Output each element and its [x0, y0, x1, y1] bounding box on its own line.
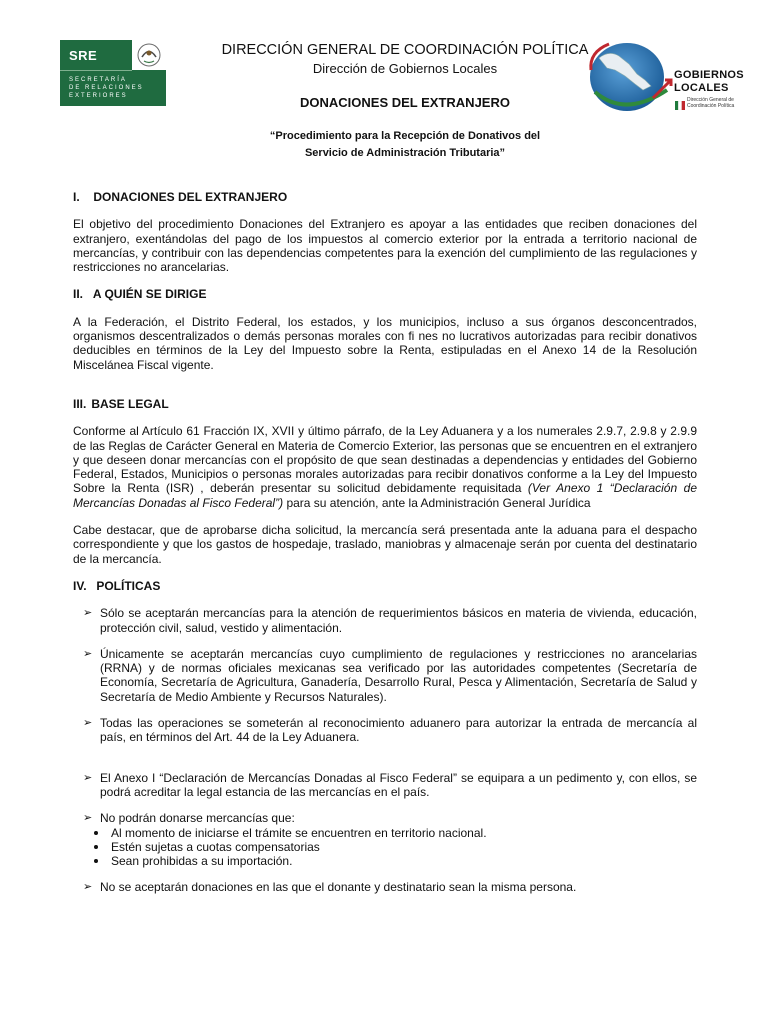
sub-item-text: Sean prohibidas a su importación. — [111, 854, 293, 869]
bullet-dot-icon — [94, 845, 98, 849]
sre-logo-lines — [69, 76, 144, 100]
mexico-flag-icon — [675, 97, 685, 106]
sre-logo-rule — [60, 70, 132, 71]
bullet-dot-icon — [94, 859, 98, 863]
section-heading-2 — [73, 287, 697, 301]
bullet-dot-icon — [94, 831, 98, 835]
sre-logo-line: SECRETARÍA — [69, 77, 127, 83]
sub-item-text: Al momento de iniciarse el trámite se encuentren en territorio nacional. — [111, 825, 487, 840]
section-number: IV. — [73, 578, 87, 593]
procedure-name-line2: Servicio de Administración Tributaria” — [304, 147, 506, 159]
policy-text: No se aceptarán donaciones en las que el donante y destinatario sean la misma persona. — [100, 880, 577, 895]
section-title: A QUIÉN SE DIRIGE — [92, 287, 207, 302]
sub-list-item — [92, 854, 697, 868]
policy-text: El Anexo I “Declaración de Mercancías Donadas al Fisco Federal” se equipara a un pedimento y, con ellos, se podrá acreditar la legal estancia de las mercancías en el país. — [100, 770, 697, 799]
section-paragraph: El objetivo del procedimiento Donaciones del Extranjero es apoyar a las entidades que reciben donaciones del extranjero, exentándolas del pago de los impuestos al comercio exterior por la entrada a territorio nacional de mercancías, y contribuir con las dependencias competentes para la exención del cumplimiento de las regulaciones y restricciones no arancelarias. — [73, 217, 697, 275]
section-title: BASE LEGAL — [91, 396, 169, 411]
header-subtitle: Dirección de Gobiernos Locales — [312, 61, 498, 76]
section-heading-3 — [73, 397, 697, 411]
section-number: I. — [73, 190, 80, 204]
gobiernos-locales-line2: LOCALES — [674, 82, 729, 94]
list-item — [73, 606, 697, 635]
policies-list — [73, 606, 697, 894]
document-body — [73, 190, 697, 895]
section-heading-1 — [73, 190, 697, 204]
legal-basis-text: Conforme al Artículo 61 Fracción IX, XVII y último párrafo, de la Ley Aduanera y a los numerales 2.9.7, 2.9.8 y 2.9.9 de las Reglas de Carácter General en Materia de Comercio Exterior, las personas que se encuentren en el extranjero y que deseen donar mercancías con el propósito de que sean destinadas a dependencias y entidades del Gobierno Federal, Estados, Municipios o personas morales autorizadas para recibir donativos conforme a la Ley del Impuesto Sobre la Renta (ISR) , deberán presentar su solicitud debidamente requisitada — [73, 424, 697, 496]
sre-logo-top — [60, 40, 130, 70]
section-number: III. — [73, 396, 87, 411]
policy-text: Únicamente se aceptarán mercancías cuyo cumplimiento de regulaciones y restricciones no arancelarias (RRNA) y de normas oficiales mexicanas sea verificado por las autoridades competentes (Secretaría de Economía, Secretaría de Agricultura, Ganadería, Desarrollo Rural, Pesca y Alimentación, Secretaría de Salud y Secretaría de Medio Ambiente y Recursos Naturales). — [100, 646, 697, 704]
arrow-bullet-icon: ➢ — [83, 607, 93, 620]
arrow-bullet-icon: ➢ — [83, 647, 93, 660]
section-paragraph: Cabe destacar, que de aprobarse dicha solicitud, la mercancía será presentada ante la aduana para el despacho correspondiente y que los gastos de hospedaje, traslado, maniobras y almacenaje serán por cuenta del destinatario de la mercancía. — [73, 523, 697, 566]
arrow-bullet-icon: ➢ — [83, 812, 93, 825]
legal-basis-paragraph — [73, 424, 697, 510]
policy-text: Sólo se aceptarán mercancías para la atención de requerimientos básicos en materia de vivienda, educación, protección civil, salud, vestido y alimentación. — [100, 606, 697, 635]
arrow-bullet-icon: ➢ — [83, 881, 93, 894]
sre-logo-line: EXTERIORES — [69, 93, 128, 99]
gobiernos-locales-line1: GOBIERNOS — [674, 69, 744, 81]
procedure-name-line1: “Procedimiento para la Recepción de Donativos del — [269, 130, 541, 142]
sre-logo-line: DE RELACIONES — [69, 85, 144, 91]
annex-reference: (Ver Anexo 1 “Declaración de Mercancías Donadas al Fisco Federal”) — [73, 481, 697, 510]
list-item — [73, 811, 697, 868]
policy-text: Todas las operaciones se someterán al reconocimiento aduanero para autorizar la entrada de mercancía al país, en términos del Art. 44 de la Ley Aduanera. — [100, 716, 697, 745]
header-title: DIRECCIÓN GENERAL DE COORDINACIÓN POLÍTICA — [221, 42, 589, 58]
list-item — [73, 647, 697, 704]
section-heading-4 — [73, 579, 697, 593]
prohibited-goods-list — [92, 826, 697, 869]
list-item — [73, 716, 697, 745]
gobiernos-locales-subtext: Dirección General de Coordinación Política — [687, 97, 735, 109]
sub-item-text: Estén sujetas a cuotas compensatorias — [111, 839, 320, 854]
document-title: DONACIONES DEL EXTRANJERO — [300, 95, 510, 110]
list-item — [73, 771, 697, 800]
legal-basis-text-end: para su atención, ante la Administración General Jurídica — [286, 495, 591, 510]
section-title: POLÍTICAS — [96, 578, 161, 593]
section-paragraph: A la Federación, el Distrito Federal, los estados, y los municipios, incluso a sus órganos desconcentrados, organismos descentralizados o demás personas morales con fi nes no lucrativos autorizadas para recibir donativos deducibles en términos de la Ley del Impuesto sobre la Renta, estipuladas en el Anexo 14 de la Resolución Miscelánea Fiscal vigente. — [73, 314, 697, 372]
sre-logo-word: SRE — [69, 48, 98, 63]
arrow-bullet-icon: ➢ — [83, 717, 93, 730]
section-title: DONACIONES DEL EXTRANJERO — [93, 190, 288, 204]
sub-list-item — [92, 840, 697, 854]
section-number: II. — [73, 287, 84, 302]
sub-list-item — [92, 826, 697, 840]
policy-text: No podrán donarse mercancías que: — [100, 811, 295, 826]
list-item — [73, 880, 697, 894]
arrow-bullet-icon: ➢ — [83, 771, 93, 784]
